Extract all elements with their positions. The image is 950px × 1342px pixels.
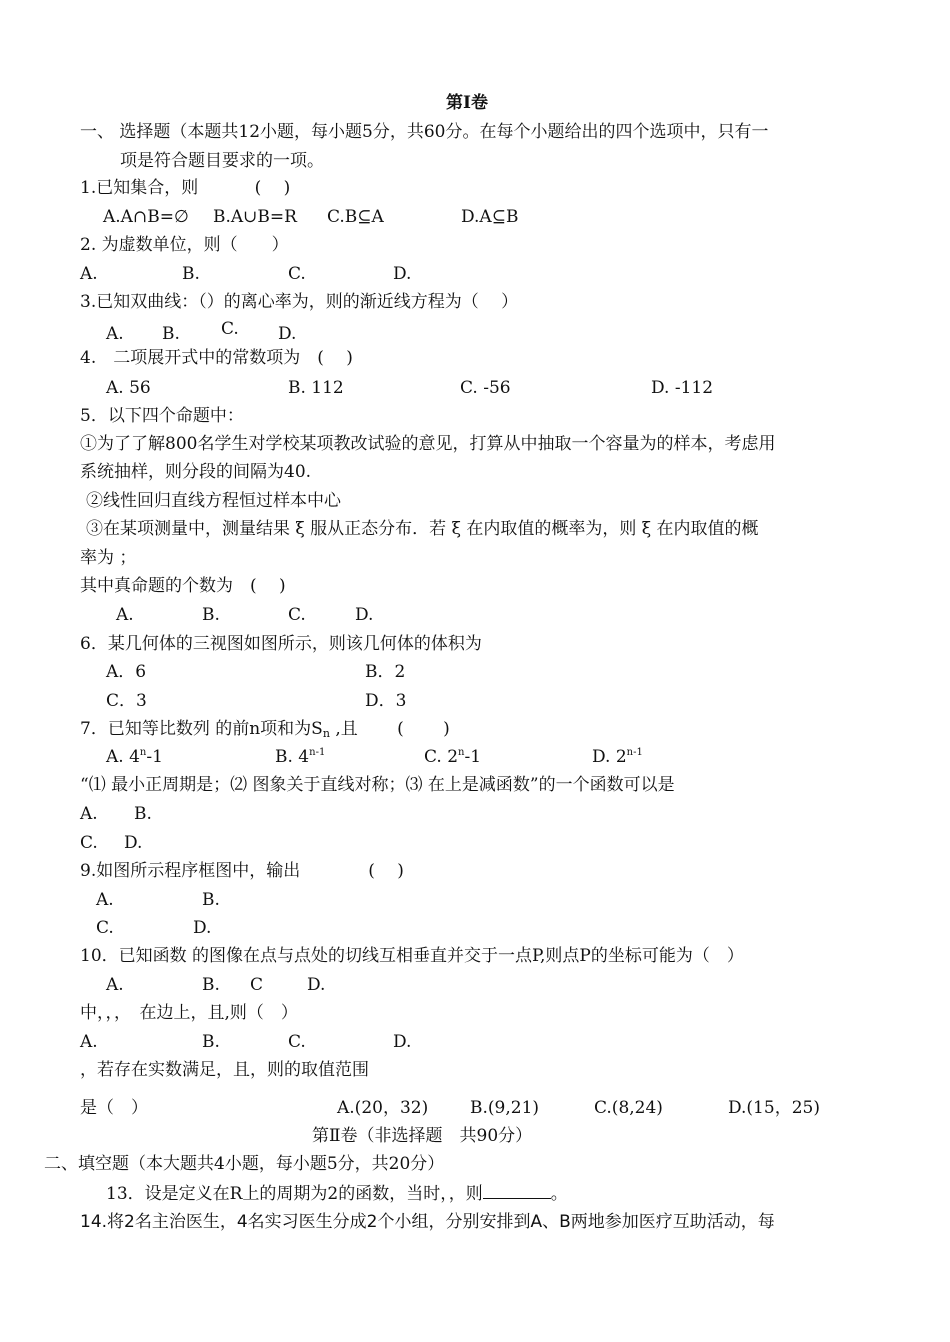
q3-option-a: A. [106, 324, 124, 344]
q3-option-c: C. [221, 319, 239, 339]
q7-option-b-exponent: n-1 [309, 747, 326, 758]
q8-option-d: D. [124, 833, 143, 853]
q10-option-c: C [250, 975, 264, 995]
q7-option-a-base: A. 4 [106, 747, 140, 767]
q9-option-a: A. [96, 890, 114, 910]
q11-option-a: A. [80, 1032, 98, 1052]
q5-option-b: B. [202, 605, 220, 625]
section1-heading-cont: 项是符合题目要求的一项。 [120, 151, 324, 171]
q3-option-d: D. [278, 324, 297, 344]
volume2-title: 第Ⅱ卷（非选择题 共90分） [312, 1126, 533, 1146]
q7-stem-text: 7．已知等比数列 的前n项和为S [80, 719, 323, 739]
q7-option-b [275, 746, 325, 771]
q2-option-a: A. [80, 264, 98, 284]
q7-option-b-base: B. 4 [275, 747, 310, 767]
q2-option-c: C. [288, 264, 306, 284]
q11-option-b: B. [202, 1032, 220, 1052]
q6-option-c: C．3 [106, 691, 147, 711]
q1-option-a: A.A∩B=∅ [103, 207, 189, 227]
q7-option-c-exponent: n [458, 747, 465, 758]
q3-option-b: B. [162, 324, 180, 344]
q5-question: 其中真命题的个数为 ( ) [80, 576, 286, 596]
q7-stem [80, 718, 450, 742]
q12-option-c: C.(8,24) [594, 1098, 663, 1118]
section1-heading: 一、 选择题（本题共12小题，每小题5分，共60分。在每个小题给出的四个选项中，只有一 [80, 122, 769, 142]
q5-proposition-2: ②线性回归直线方程恒过样本中心 [86, 491, 341, 511]
q4-option-d: D. -112 [651, 378, 714, 398]
q1-stem: 1.已知集合，则 ( ) [80, 178, 291, 198]
q5-option-d: D. [355, 605, 374, 625]
q7-option-a-tail: -1 [146, 747, 163, 767]
q5-proposition-1: ①为了了解800名学生对学校某项教改试验的意见，打算从中抽取一个容量为的样本，考虑用 [80, 434, 776, 454]
volume1-title: 第Ⅰ卷 [446, 93, 488, 113]
q13 [106, 1183, 568, 1205]
q5-proposition-3-cont: 率为 ； [80, 548, 137, 568]
q7-stem-subscript: n [322, 727, 330, 740]
q5-stem: 5．以下四个命题中： [80, 406, 244, 426]
q8-stem: “⑴ 最小正周期是；⑵ 图象关于直线对称；⑶ 在上是减函数”的一个函数可以是 [80, 775, 675, 795]
q12-option-b: B.(9,21) [470, 1098, 540, 1118]
q4-option-a: A. 56 [106, 378, 151, 398]
q5-option-c: C. [288, 605, 306, 625]
q12-stem-cont: 是（ ） [80, 1098, 148, 1118]
q13-answer-blank[interactable] [483, 1183, 551, 1199]
q10-option-a: A. [106, 975, 124, 995]
q7-stem-tail: ,且 ( ) [329, 719, 450, 739]
q7-option-a [106, 746, 163, 771]
q7-option-d-exponent: n-1 [626, 747, 643, 758]
q9-option-d: D. [193, 918, 212, 938]
q11-option-c: C. [288, 1032, 306, 1052]
q2-option-d: D. [393, 264, 412, 284]
q6-option-d: D．3 [365, 691, 407, 711]
q12-stem: ，若存在实数满足，且，则的取值范围 [80, 1060, 369, 1080]
q11-option-d: D. [393, 1032, 412, 1052]
q3-stem: 3.已知双曲线：（）的离心率为，则的渐近线方程为（ ） [80, 292, 519, 312]
q7-option-d [592, 746, 643, 771]
q2-stem: 2. 为虚数单位，则（ ） [80, 235, 289, 255]
q13-stem: 13．设是定义在R上的周期为2的函数，当时，，则 [106, 1184, 483, 1204]
q9-option-b: B. [202, 890, 220, 910]
q6-stem: 6．某几何体的三视图如图所示，则该几何体的体积为 [80, 634, 482, 654]
q14-stem: 14.将2名主治医生，4名实习医生分成2个小组，分别安排到A、B两地参加医疗互助活动，每 [80, 1212, 775, 1232]
q7-option-c-tail: -1 [464, 747, 482, 767]
section2-heading: 二、填空题（本大题共4小题，每小题5分，共20分） [44, 1154, 445, 1174]
q5-proposition-3: ③在某项测量中，测量结果 ξ 服从正态分布．若 ξ 在内取值的概率为，则 ξ 在内取值的概 [86, 519, 759, 539]
q10-option-b: B. [202, 975, 220, 995]
q13-end: 。 [550, 1184, 568, 1204]
q9-option-c: C. [96, 918, 114, 938]
q12-option-a: A.(20，32) [337, 1098, 429, 1118]
q9-stem: 9.如图所示程序框图中，输出 ( ) [80, 861, 404, 881]
q8-option-b: B. [134, 804, 152, 824]
q4-stem: 4. 二项展开式中的常数项为 ( ) [80, 348, 353, 368]
q4-option-b: B. 112 [288, 378, 344, 398]
q1-option-b: B.A∪B=R [213, 207, 297, 227]
q7-option-c [424, 746, 481, 771]
q8-option-c: C. [80, 833, 98, 853]
q2-option-b: B. [182, 264, 200, 284]
q1-option-d: D.A⊆B [461, 207, 519, 227]
q5-option-a: A. [116, 605, 134, 625]
q5-proposition-1-cont: 系统抽样，则分段的间隔为40. [80, 462, 312, 482]
q11-stem: 中，，， 在边上，且,则（ ） [80, 1003, 298, 1023]
q8-option-a: A. [80, 804, 98, 824]
q7-option-d-base: D. 2 [592, 747, 627, 767]
q4-option-c: C. -56 [460, 378, 511, 398]
q1-option-c: C.B⊆A [327, 207, 384, 227]
q6-option-a: A．6 [106, 662, 147, 682]
q7-option-a-exponent: n [139, 747, 147, 758]
q6-option-b: B．2 [365, 662, 406, 682]
q7-option-c-base: C. 2 [424, 747, 459, 767]
q10-option-d: D. [307, 975, 326, 995]
q12-option-d: D.(15，25) [728, 1098, 820, 1118]
q10-stem: 10．已知函数 的图像在点与点处的切线互相垂直并交于一点P,则点P的坐标可能为（ ） [80, 946, 744, 966]
